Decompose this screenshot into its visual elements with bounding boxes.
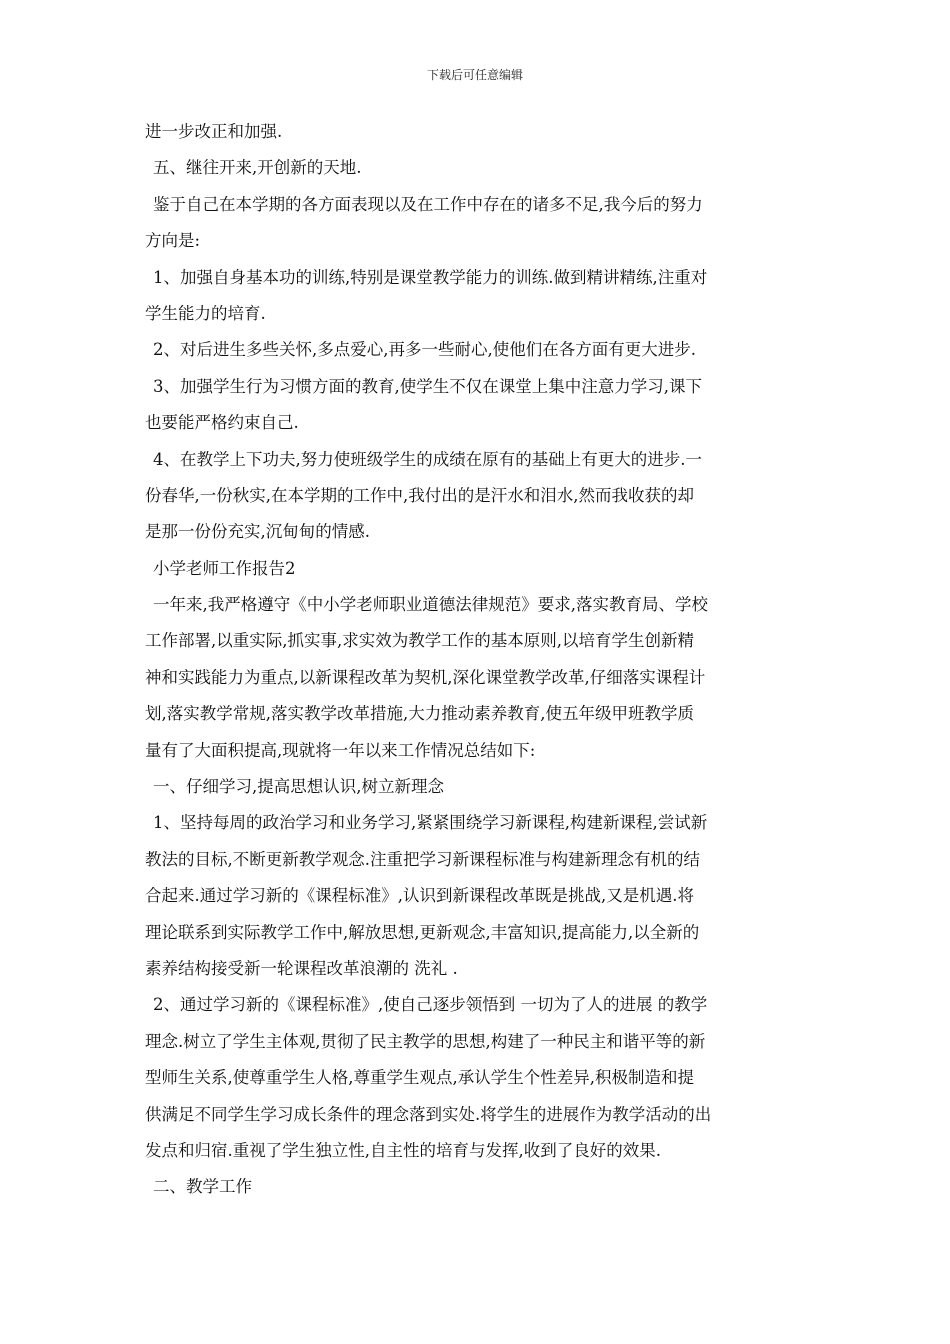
text-line: 一年来,我严格遵守《中小学老师职业道德法律规范》要求,落实教育局、学校 [153,595,708,615]
text-line: 小学老师工作报告2 [153,558,296,578]
text-line: 方向是: [145,231,201,251]
text-line: 二、教学工作 [153,1177,252,1197]
text-line: 份春华,一份秋实,在本学期的工作中,我付出的是汗水和泪水,然而我收获的却 [145,485,694,505]
text-line: 1、坚持每周的政治学习和业务学习,紧紧围绕学习新课程,构建新课程,尝试新 [153,813,708,833]
text-line: 2、对后进生多些关怀,多点爱心,再多一些耐心,使他们在各方面有更大进步. [153,340,696,360]
text-line: 进一步改正和加强. [145,122,283,141]
text-line: 理念.树立了学生主体观,贯彻了民主教学的思想,构建了一种民主和谐平等的新 [145,1031,706,1051]
document-body [145,114,810,1206]
text-line: 学生能力的培育. [145,303,266,323]
text-line: 理论联系到实际教学工作中,解放思想,更新观念,丰富知识,提高能力,以全新的 [145,922,700,942]
text-line: 3、加强学生行为习惯方面的教育,使学生不仅在课堂上集中注意力学习,课下 [153,376,702,396]
text-line: 五、继往开来,开创新的天地. [153,158,362,178]
text-line: 一、仔细学习,提高思想认识,树立新理念 [153,777,444,797]
text-line: 量有了大面积提高,现就将一年以来工作情况总结如下: [145,740,536,760]
text-line: 教法的目标,不断更新教学观念.注重把学习新课程标准与构建新理念有机的结 [145,849,700,869]
text-line: 型师生关系,使尊重学生人格,尊重学生观点,承认学生个性差异,积极制造和提 [145,1068,694,1088]
text-line: 4、在教学上下功夫,努力使班级学生的成绩在原有的基础上有更大的进步.一 [153,449,702,469]
text-line: 合起来.通过学习新的《课程标准》,认识到新课程改革既是挑战,又是机遇.将 [145,886,694,906]
page-header: 下载后可任意编辑 [426,68,523,82]
text-line: 发点和归宿.重视了学生独立性,自主性的培育与发挥,收到了良好的效果. [145,1140,661,1160]
text-line: 划,落实教学常规,落实教学改革措施,大力推动素养教育,使五年级甲班教学质 [145,704,694,724]
text-line: 神和实践能力为重点,以新课程改革为契机,深化课堂教学改革,仔细落实课程计 [145,667,706,687]
text-line: 1、加强自身基本功的训练,特别是课堂教学能力的训练.做到精讲精练,注重对 [153,267,708,287]
text-line: 2、通过学习新的《课程标准》,使自己逐步领悟到 一切为了人的进展 的教学 [153,995,708,1015]
text-line: 鉴于自己在本学期的各方面表现以及在工作中存在的诸多不足,我今后的努力 [153,194,703,214]
text-line: 是那一份份充实,沉甸甸的情感. [145,522,370,542]
text-line: 也要能严格约束自己. [145,413,299,433]
text-line: 素养结构接受新一轮课程改革浪潮的 洗礼 . [145,958,458,978]
text-line: 工作部署,以重实际,抓实事,求实效为教学工作的基本原则,以培育学生创新精 [145,631,694,651]
text-line: 供满足不同学生学习成长条件的理念落到实处.将学生的进展作为教学活动的出 [145,1104,712,1124]
